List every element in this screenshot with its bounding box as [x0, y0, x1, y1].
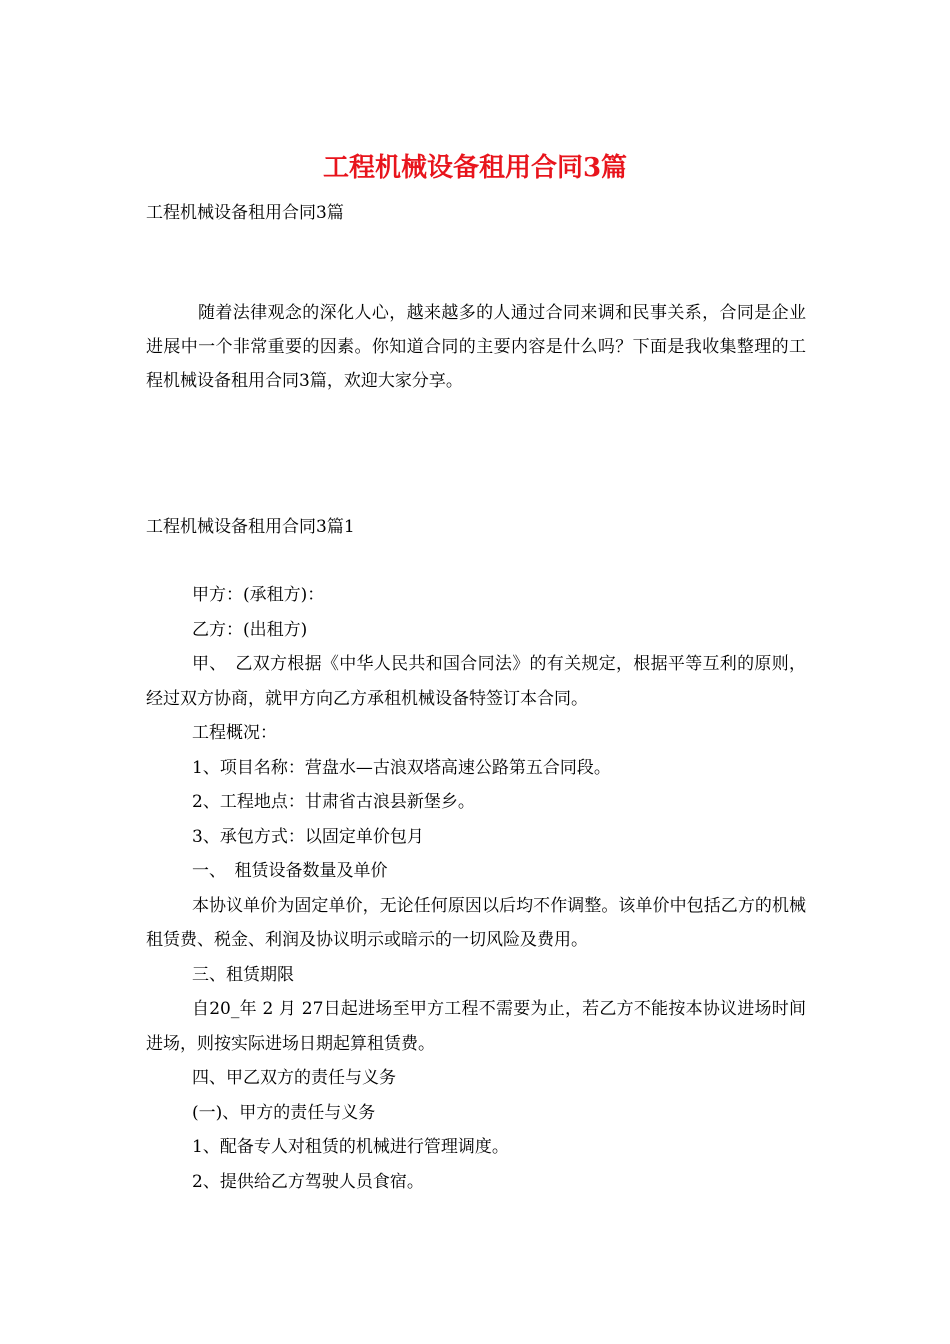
contract-method-item: 3、承包方式：以固定单价包月	[192, 826, 424, 847]
project-overview-heading: 工程概况：	[192, 723, 277, 743]
document-title: 工程机械设备租用合同3篇	[322, 153, 628, 183]
agreement-basis-paragraph: 甲、 乙双方根据《中华人民共和国合同法》的有关规定，根据平等互利的原则，经过双方协商，就甲方向乙方承租机械设备特签订本合同。	[146, 654, 806, 709]
clause-heading-responsibilities: 四、甲乙双方的责任与义务	[192, 1068, 396, 1088]
section-heading: 工程机械设备租用合同3篇1	[146, 517, 355, 537]
party-b-line: 乙方：(出租方)	[192, 619, 308, 640]
document-subtitle: 工程机械设备租用合同3篇	[146, 203, 344, 223]
contract-body	[146, 578, 806, 1199]
party-a-duty-2: 2、提供给乙方驾驶人员食宿。	[192, 1171, 424, 1192]
project-location-item: 2、工程地点：甘肃省古浪县新堡乡。	[192, 792, 475, 812]
lease-term-paragraph: 自20_年 2 月 27日起进场至甲方工程不需要为止，若乙方不能按本协议进场时间进场，则按实际进场日期起算租赁费。	[146, 999, 806, 1054]
party-a-duty-1: 1、配备专人对租赁的机械进行管理调度。	[192, 1137, 509, 1157]
project-name-item: 1、项目名称：营盘水—古浪双塔高速公路第五合同段。	[192, 757, 611, 778]
clause-heading-quantity-price: 一、 租赁设备数量及单价	[192, 861, 388, 881]
unit-price-paragraph: 本协议单价为固定单价，无论任何原因以后均不作调整。该单价中包括乙方的机械租赁费、税金、利润及协议明示或暗示的一切风险及费用。	[146, 895, 806, 950]
party-a-line: 甲方：(承租方)：	[192, 585, 325, 605]
intro-paragraph: 随着法律观念的深化人心，越来越多的人通过合同来调和民事关系，合同是企业进展中一个非常重要的因素。你知道合同的主要内容是什么吗？下面是我收集整理的工程机械设备租用合同3篇，欢迎大家分享。	[146, 303, 806, 391]
subclause-heading-party-a: (一)、甲方的责任与义务	[192, 1102, 376, 1123]
clause-heading-lease-term: 三、租赁期限	[192, 964, 294, 985]
